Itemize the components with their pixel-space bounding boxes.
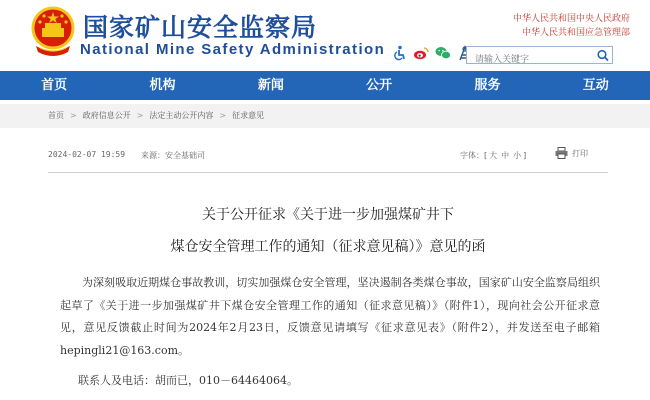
breadcrumb-separator: > (136, 111, 144, 120)
gov-links (513, 12, 630, 40)
breadcrumb-separator: > (219, 111, 227, 120)
breadcrumb-separator: > (70, 111, 77, 120)
print-label: 打印 (572, 148, 588, 158)
search-icon[interactable] (596, 49, 610, 62)
font-bracket-open: [ (484, 151, 488, 160)
search-input[interactable] (467, 52, 587, 68)
site-title-cn[interactable]: 国家矿山安全监察局 (83, 13, 318, 42)
publish-date: 2024-02-07 19:59 (48, 150, 126, 159)
wechat-icon[interactable] (435, 45, 451, 61)
nav-disclosure[interactable]: 公开 (366, 78, 393, 93)
print-button[interactable] (555, 147, 588, 159)
breadcrumb-bar (0, 104, 650, 128)
gov-link-emergency[interactable]: 中华人民共和国应急管理部 (521, 28, 630, 38)
weibo-icon[interactable] (413, 45, 429, 61)
article-paragraph: 为深刻吸取近期煤仓事故教训，切实加强煤仓安全管理，坚决遏制各类煤仓事故，国家矿山安全监察局组织起草了《关于进一步加强煤矿井下煤仓安全管理工作的通知（征求意见稿）》（附件1），现向社会公开征求意见，意见反馈截止时间为2024年2月23日，反馈意见请填写《征求意见表》（附件2），并发送至电子邮箱hepingli21@163.com。 (60, 276, 600, 357)
gov-link-central[interactable]: 中华人民共和国中央人民政府 (512, 14, 630, 24)
search-box (466, 46, 613, 64)
header-tool-icons (391, 45, 473, 61)
article-meta (48, 146, 608, 166)
printer-icon (555, 147, 568, 159)
font-small-button[interactable]: 小 (513, 151, 522, 160)
breadcrumb-gov-info[interactable]: 政府信息公开 (82, 111, 131, 120)
article-title-line-2: 煤仓安全管理工作的通知（征求意见稿）》意见的函 (170, 239, 486, 255)
font-size-label: 字体： (460, 151, 484, 160)
font-large-button[interactable]: 大 (489, 151, 498, 160)
site-title-en[interactable]: National Mine Safety Administration (80, 41, 386, 58)
breadcrumb-home[interactable]: 首页 (48, 111, 64, 120)
site-header (0, 0, 650, 68)
nav-news[interactable]: 新闻 (257, 78, 284, 93)
breadcrumb-statutory[interactable]: 法定主动公开内容 (149, 111, 214, 120)
nav-home[interactable]: 首页 (41, 78, 68, 93)
national-emblem-icon[interactable] (30, 6, 76, 58)
breadcrumb (48, 104, 264, 128)
meta-divider (48, 172, 608, 173)
article-source: 来源：安全基础司 (141, 151, 205, 160)
font-bracket-close: ] (523, 151, 527, 160)
font-medium-button[interactable]: 中 (501, 151, 510, 160)
font-size-selector (460, 150, 526, 161)
main-nav (0, 71, 650, 100)
article-title-line-1: 关于公开征求《关于进一步加强煤矿井下 (202, 207, 454, 223)
nav-interaction[interactable]: 互动 (582, 78, 609, 93)
nav-services[interactable]: 服务 (474, 78, 501, 93)
breadcrumb-consultation[interactable]: 征求意见 (232, 111, 265, 120)
accessibility-icon[interactable] (391, 45, 407, 61)
nav-institutions[interactable]: 机构 (149, 78, 176, 93)
article-contact: 联系人及电话：胡而已，010－64464064。 (78, 374, 298, 387)
